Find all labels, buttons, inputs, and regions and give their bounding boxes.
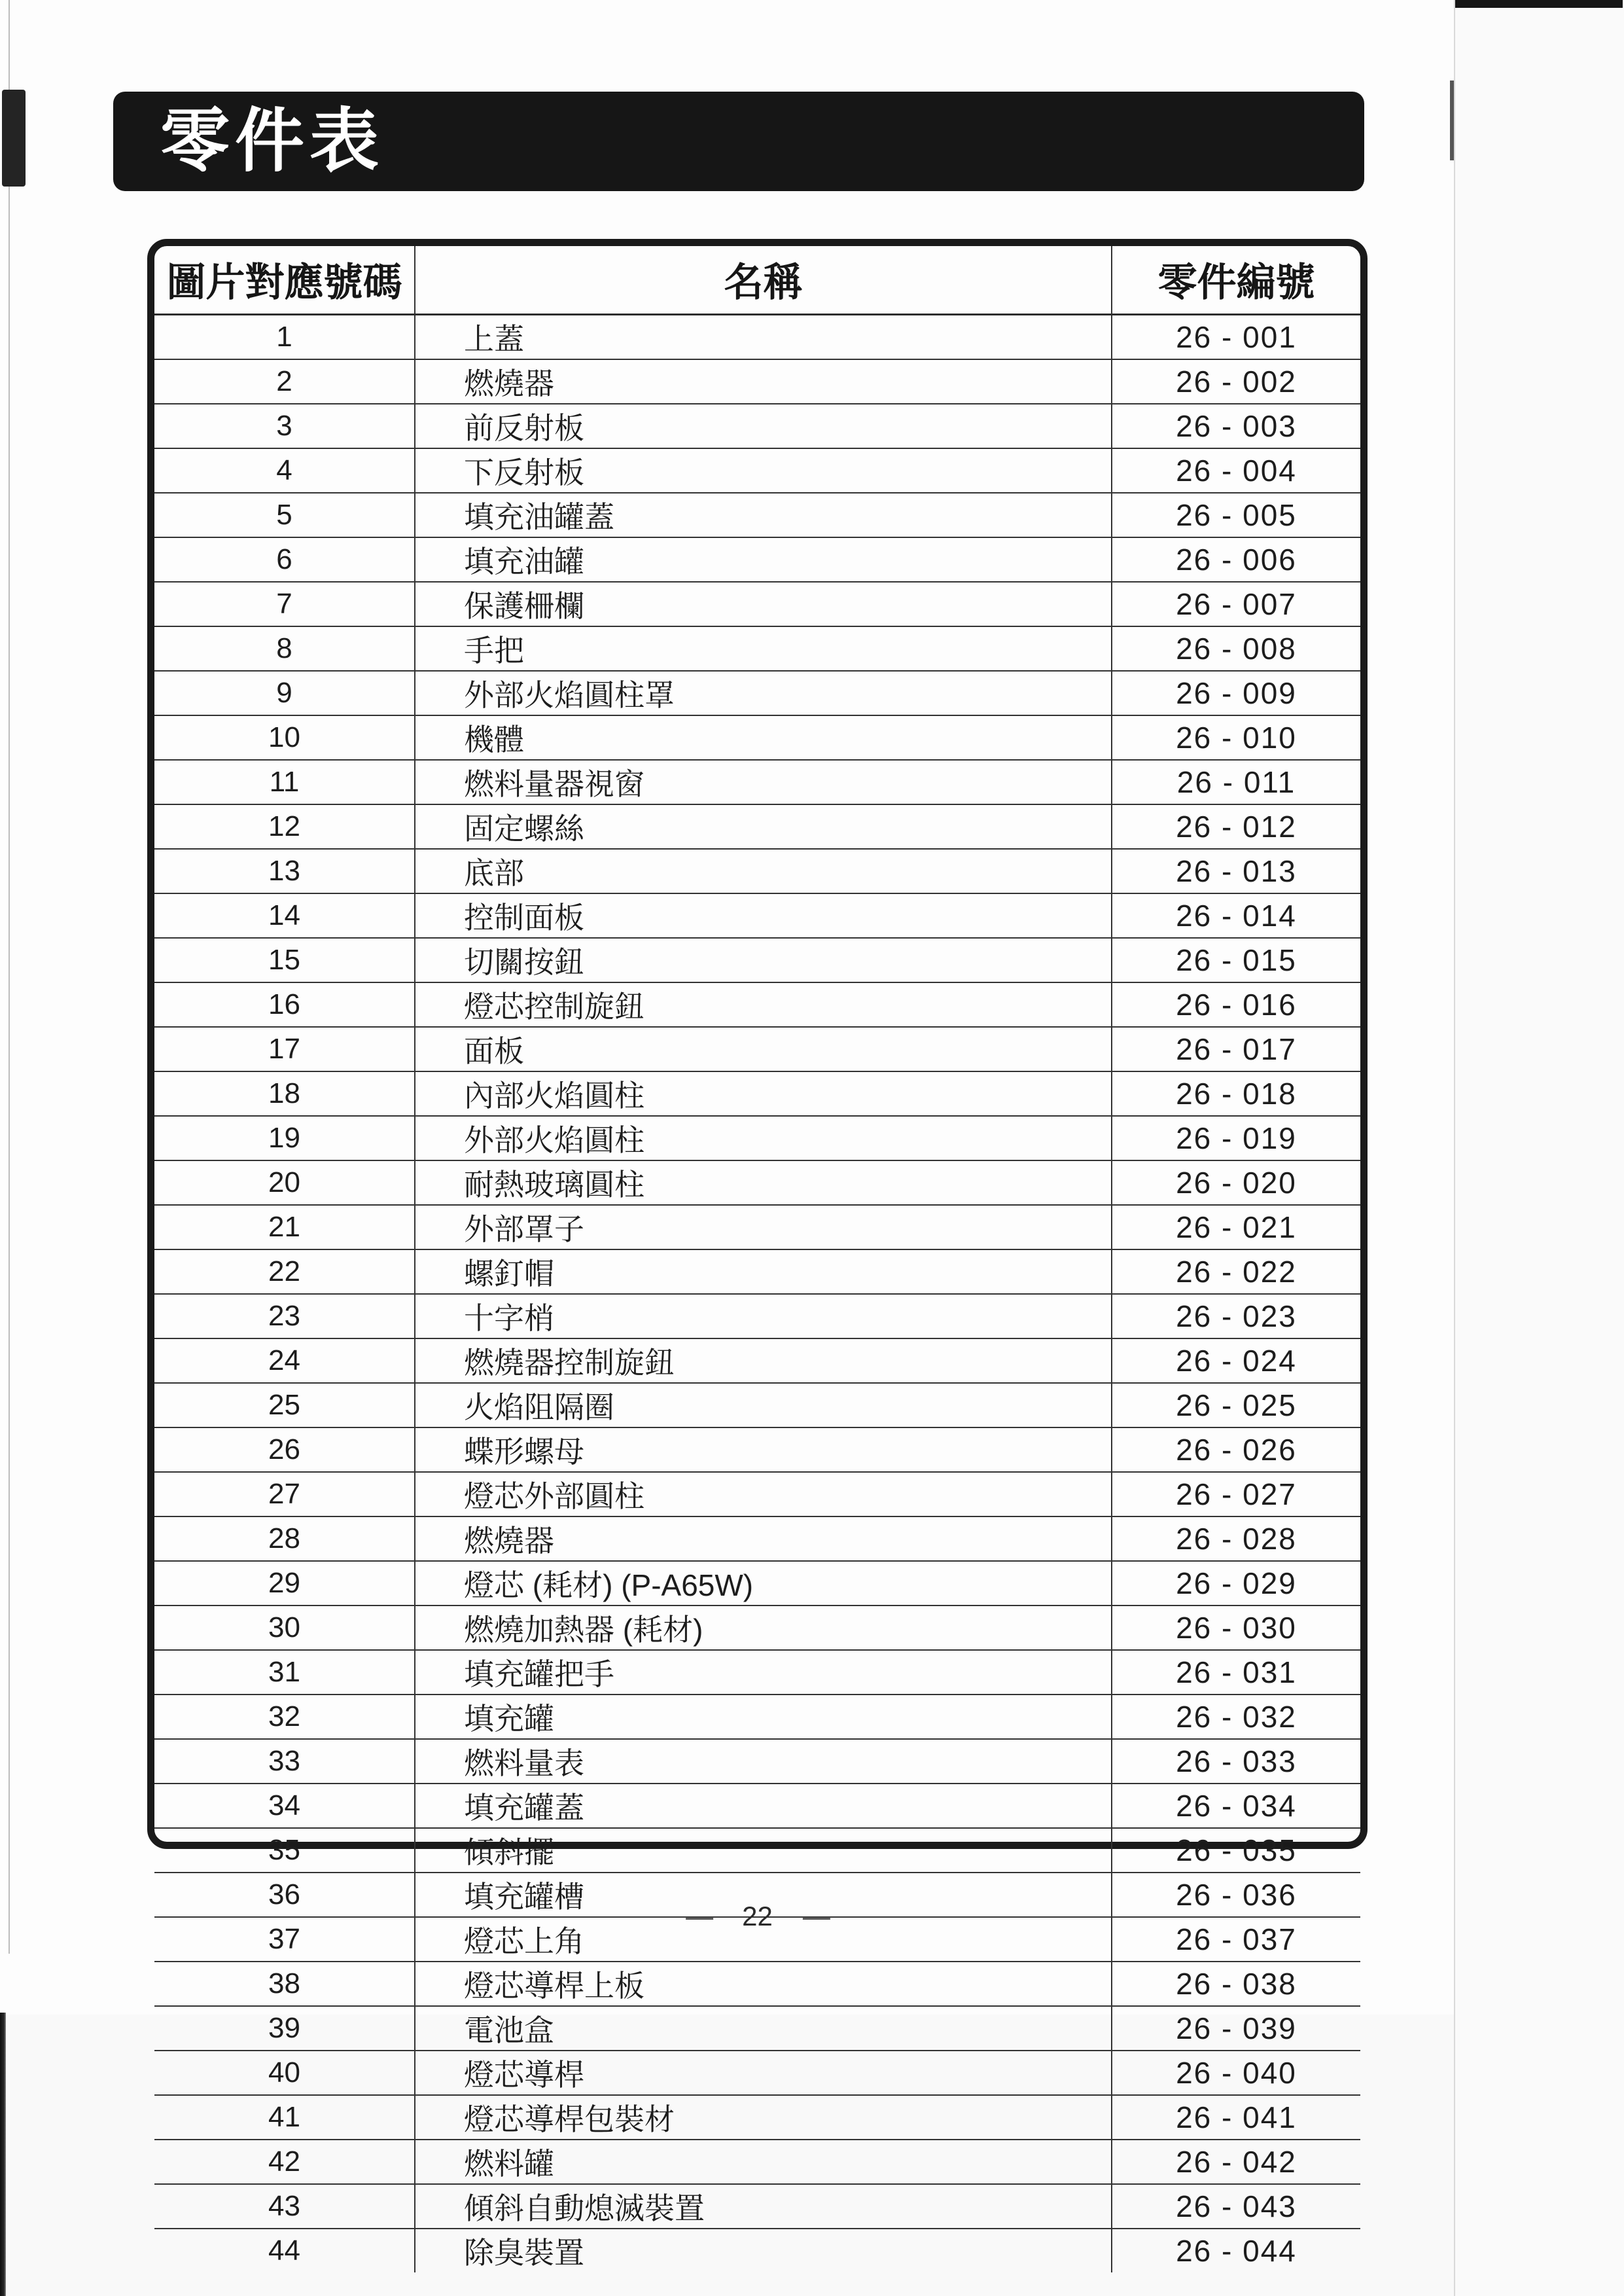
table-row	[154, 1828, 1360, 1873]
part-name: 填充罐蓋	[415, 1784, 1112, 1828]
table-row	[154, 1294, 1360, 1338]
row-number: 44	[154, 2229, 415, 2272]
right-binding-mark	[1450, 81, 1454, 160]
part-name: 燃燒器	[415, 359, 1112, 404]
row-number: 32	[154, 1695, 415, 1739]
part-number: 26 - 025	[1112, 1383, 1360, 1427]
part-name: 填充罐把手	[415, 1650, 1112, 1695]
part-name: 螺釘帽	[415, 1249, 1112, 1294]
row-number: 21	[154, 1205, 415, 1249]
row-number: 9	[154, 671, 415, 715]
part-number: 26 - 027	[1112, 1472, 1360, 1516]
part-name: 燃料量表	[415, 1739, 1112, 1784]
table-row	[154, 493, 1360, 537]
part-name: 控制面板	[415, 893, 1112, 938]
part-number: 26 - 044	[1112, 2229, 1360, 2272]
table-row	[154, 2184, 1360, 2229]
row-number: 19	[154, 1116, 415, 1160]
part-name: 除臭裝置	[415, 2229, 1112, 2272]
part-number: 26 - 015	[1112, 938, 1360, 982]
part-number: 26 - 008	[1112, 626, 1360, 671]
adjacent-page-top-shadow	[1455, 0, 1623, 8]
table-row	[154, 2006, 1360, 2051]
part-number: 26 - 034	[1112, 1784, 1360, 1828]
col-header-picture-number: 圖片對應號碼	[154, 246, 415, 314]
row-number: 25	[154, 1383, 415, 1427]
header-row	[154, 246, 1360, 314]
row-number: 8	[154, 626, 415, 671]
row-number: 11	[154, 760, 415, 804]
row-number: 7	[154, 582, 415, 626]
page-number: 22	[742, 1901, 773, 1931]
row-number: 10	[154, 715, 415, 760]
table-row	[154, 1116, 1360, 1160]
part-number: 26 - 001	[1112, 314, 1360, 359]
footer-right-dash: —	[802, 1901, 829, 1931]
part-number: 26 - 017	[1112, 1027, 1360, 1071]
table-row	[154, 2051, 1360, 2095]
part-name: 燃燒加熱器 (耗材)	[415, 1605, 1112, 1650]
part-name: 電池盒	[415, 2006, 1112, 2051]
part-name: 十字梢	[415, 1294, 1112, 1338]
row-number: 4	[154, 448, 415, 493]
table-row	[154, 715, 1360, 760]
part-name: 傾斜自動熄滅裝置	[415, 2184, 1112, 2229]
table-row	[154, 1383, 1360, 1427]
part-name: 前反射板	[415, 404, 1112, 448]
row-number: 6	[154, 537, 415, 582]
part-name: 燈芯導桿	[415, 2051, 1112, 2095]
row-number: 33	[154, 1739, 415, 1784]
table-row	[154, 849, 1360, 893]
part-number: 26 - 003	[1112, 404, 1360, 448]
table-row	[154, 314, 1360, 359]
table-row	[154, 626, 1360, 671]
part-name: 切關按鈕	[415, 938, 1112, 982]
row-number: 39	[154, 2006, 415, 2051]
part-number: 26 - 002	[1112, 359, 1360, 404]
table-row	[154, 2095, 1360, 2140]
page-title: 零件表	[160, 103, 384, 180]
row-number: 34	[154, 1784, 415, 1828]
table-row	[154, 1739, 1360, 1784]
table-row	[154, 1962, 1360, 2006]
part-name: 保護柵欄	[415, 582, 1112, 626]
row-number: 40	[154, 2051, 415, 2095]
part-number: 26 - 016	[1112, 982, 1360, 1027]
col-header-part-number: 零件編號	[1112, 246, 1360, 314]
part-name: 耐熱玻璃圓柱	[415, 1160, 1112, 1205]
part-number: 26 - 024	[1112, 1338, 1360, 1383]
table-row	[154, 1249, 1360, 1294]
row-number: 26	[154, 1427, 415, 1472]
part-name: 外部火焰圓柱	[415, 1116, 1112, 1160]
part-name: 燃燒器控制旋鈕	[415, 1338, 1112, 1383]
table-row	[154, 804, 1360, 849]
table-row	[154, 1205, 1360, 1249]
part-name: 面板	[415, 1027, 1112, 1071]
table-row	[154, 2229, 1360, 2272]
row-number: 20	[154, 1160, 415, 1205]
part-name: 下反射板	[415, 448, 1112, 493]
part-number: 26 - 035	[1112, 1828, 1360, 1873]
part-name: 外部火焰圓柱罩	[415, 671, 1112, 715]
part-name: 底部	[415, 849, 1112, 893]
part-name: 機體	[415, 715, 1112, 760]
part-number: 26 - 005	[1112, 493, 1360, 537]
row-number: 36	[154, 1873, 415, 1917]
table-row	[154, 1427, 1360, 1472]
part-name: 固定螺絲	[415, 804, 1112, 849]
table-row	[154, 671, 1360, 715]
table-row	[154, 1516, 1360, 1561]
part-number: 26 - 023	[1112, 1294, 1360, 1338]
part-name: 手把	[415, 626, 1112, 671]
table-row	[154, 1071, 1360, 1116]
part-number: 26 - 022	[1112, 1249, 1360, 1294]
part-number: 26 - 032	[1112, 1695, 1360, 1739]
part-name: 燈芯控制旋鈕	[415, 982, 1112, 1027]
row-number: 29	[154, 1561, 415, 1605]
table-row	[154, 1695, 1360, 1739]
part-number: 26 - 006	[1112, 537, 1360, 582]
row-number: 13	[154, 849, 415, 893]
part-number: 26 - 043	[1112, 2184, 1360, 2229]
part-name: 填充油罐	[415, 537, 1112, 582]
part-name: 填充罐	[415, 1695, 1112, 1739]
footer-left-dash: —	[686, 1901, 713, 1931]
table-row	[154, 448, 1360, 493]
row-number: 42	[154, 2140, 415, 2184]
row-number: 41	[154, 2095, 415, 2140]
row-number: 38	[154, 1962, 415, 2006]
part-name: 燃料罐	[415, 2140, 1112, 2184]
part-number: 26 - 010	[1112, 715, 1360, 760]
part-name: 填充罐槽	[415, 1873, 1112, 1917]
part-number: 26 - 040	[1112, 2051, 1360, 2095]
row-number: 3	[154, 404, 415, 448]
part-name: 燃燒器	[415, 1516, 1112, 1561]
row-number: 30	[154, 1605, 415, 1650]
part-number: 26 - 039	[1112, 2006, 1360, 2051]
row-number: 22	[154, 1249, 415, 1294]
part-number: 26 - 030	[1112, 1605, 1360, 1650]
part-number: 26 - 031	[1112, 1650, 1360, 1695]
part-name: 燈芯 (耗材) (P-A65W)	[415, 1561, 1112, 1605]
parts-table-body	[154, 314, 1360, 2272]
table-row	[154, 982, 1360, 1027]
table-row	[154, 1160, 1360, 1205]
row-number: 43	[154, 2184, 415, 2229]
page-footer	[147, 1897, 1368, 1936]
part-number: 26 - 021	[1112, 1205, 1360, 1249]
left-binding-mark	[2, 90, 26, 187]
part-number: 26 - 028	[1112, 1516, 1360, 1561]
adjacent-page-strip	[1454, 0, 1624, 2296]
table-row	[154, 938, 1360, 982]
table-row	[154, 893, 1360, 938]
part-number: 26 - 004	[1112, 448, 1360, 493]
part-name: 內部火焰圓柱	[415, 1071, 1112, 1116]
col-header-name: 名稱	[415, 246, 1112, 314]
row-number: 24	[154, 1338, 415, 1383]
part-number: 26 - 009	[1112, 671, 1360, 715]
row-number: 12	[154, 804, 415, 849]
parts-table-frame	[147, 239, 1368, 2270]
table-row	[154, 1338, 1360, 1383]
part-name: 填充油罐蓋	[415, 493, 1112, 537]
part-number: 26 - 029	[1112, 1561, 1360, 1605]
part-name: 燈芯導桿上板	[415, 1962, 1112, 2006]
part-number: 26 - 019	[1112, 1116, 1360, 1160]
table-row	[154, 582, 1360, 626]
part-name: 燈芯外部圓柱	[415, 1472, 1112, 1516]
row-number: 37	[154, 1917, 415, 1962]
table-row	[154, 359, 1360, 404]
part-number: 26 - 041	[1112, 2095, 1360, 2140]
part-number: 26 - 014	[1112, 893, 1360, 938]
table-row	[154, 1650, 1360, 1695]
row-number: 2	[154, 359, 415, 404]
part-number: 26 - 026	[1112, 1427, 1360, 1472]
part-number: 26 - 038	[1112, 1962, 1360, 2006]
row-number: 17	[154, 1027, 415, 1071]
row-number: 23	[154, 1294, 415, 1338]
row-number: 28	[154, 1516, 415, 1561]
row-number: 5	[154, 493, 415, 537]
table-row	[154, 760, 1360, 804]
part-name: 上蓋	[415, 314, 1112, 359]
table-row	[154, 537, 1360, 582]
part-number: 26 - 020	[1112, 1160, 1360, 1205]
part-number: 26 - 018	[1112, 1071, 1360, 1116]
part-number: 26 - 012	[1112, 804, 1360, 849]
part-name: 外部罩子	[415, 1205, 1112, 1249]
table-row	[154, 1472, 1360, 1516]
parts-table-header	[154, 246, 1360, 314]
row-number: 14	[154, 893, 415, 938]
table-row	[154, 2140, 1360, 2184]
bottom-left-spine-shadow	[0, 2013, 6, 2296]
table-row	[154, 1561, 1360, 1605]
row-number: 1	[154, 314, 415, 359]
row-number: 35	[154, 1828, 415, 1873]
part-name: 傾斜擺	[415, 1828, 1112, 1873]
table-row	[154, 1027, 1360, 1071]
row-number: 31	[154, 1650, 415, 1695]
part-name: 蝶形螺母	[415, 1427, 1112, 1472]
row-number: 15	[154, 938, 415, 982]
part-name: 燈芯導桿包裝材	[415, 2095, 1112, 2140]
part-number: 26 - 007	[1112, 582, 1360, 626]
table-row	[154, 404, 1360, 448]
table-row	[154, 1784, 1360, 1828]
row-number: 16	[154, 982, 415, 1027]
parts-table	[154, 246, 1360, 2272]
part-number: 26 - 011	[1112, 760, 1360, 804]
page-title-banner	[113, 92, 1364, 191]
part-number: 26 - 033	[1112, 1739, 1360, 1784]
part-number: 26 - 037	[1112, 1917, 1360, 1962]
part-number: 26 - 036	[1112, 1873, 1360, 1917]
table-row	[154, 1605, 1360, 1650]
part-number: 26 - 042	[1112, 2140, 1360, 2184]
part-name: 燈芯上角	[415, 1917, 1112, 1962]
part-number: 26 - 013	[1112, 849, 1360, 893]
left-page-edge-line	[9, 0, 10, 1954]
row-number: 18	[154, 1071, 415, 1116]
part-name: 燃料量器視窗	[415, 760, 1112, 804]
row-number: 27	[154, 1472, 415, 1516]
part-name: 火焰阻隔圈	[415, 1383, 1112, 1427]
